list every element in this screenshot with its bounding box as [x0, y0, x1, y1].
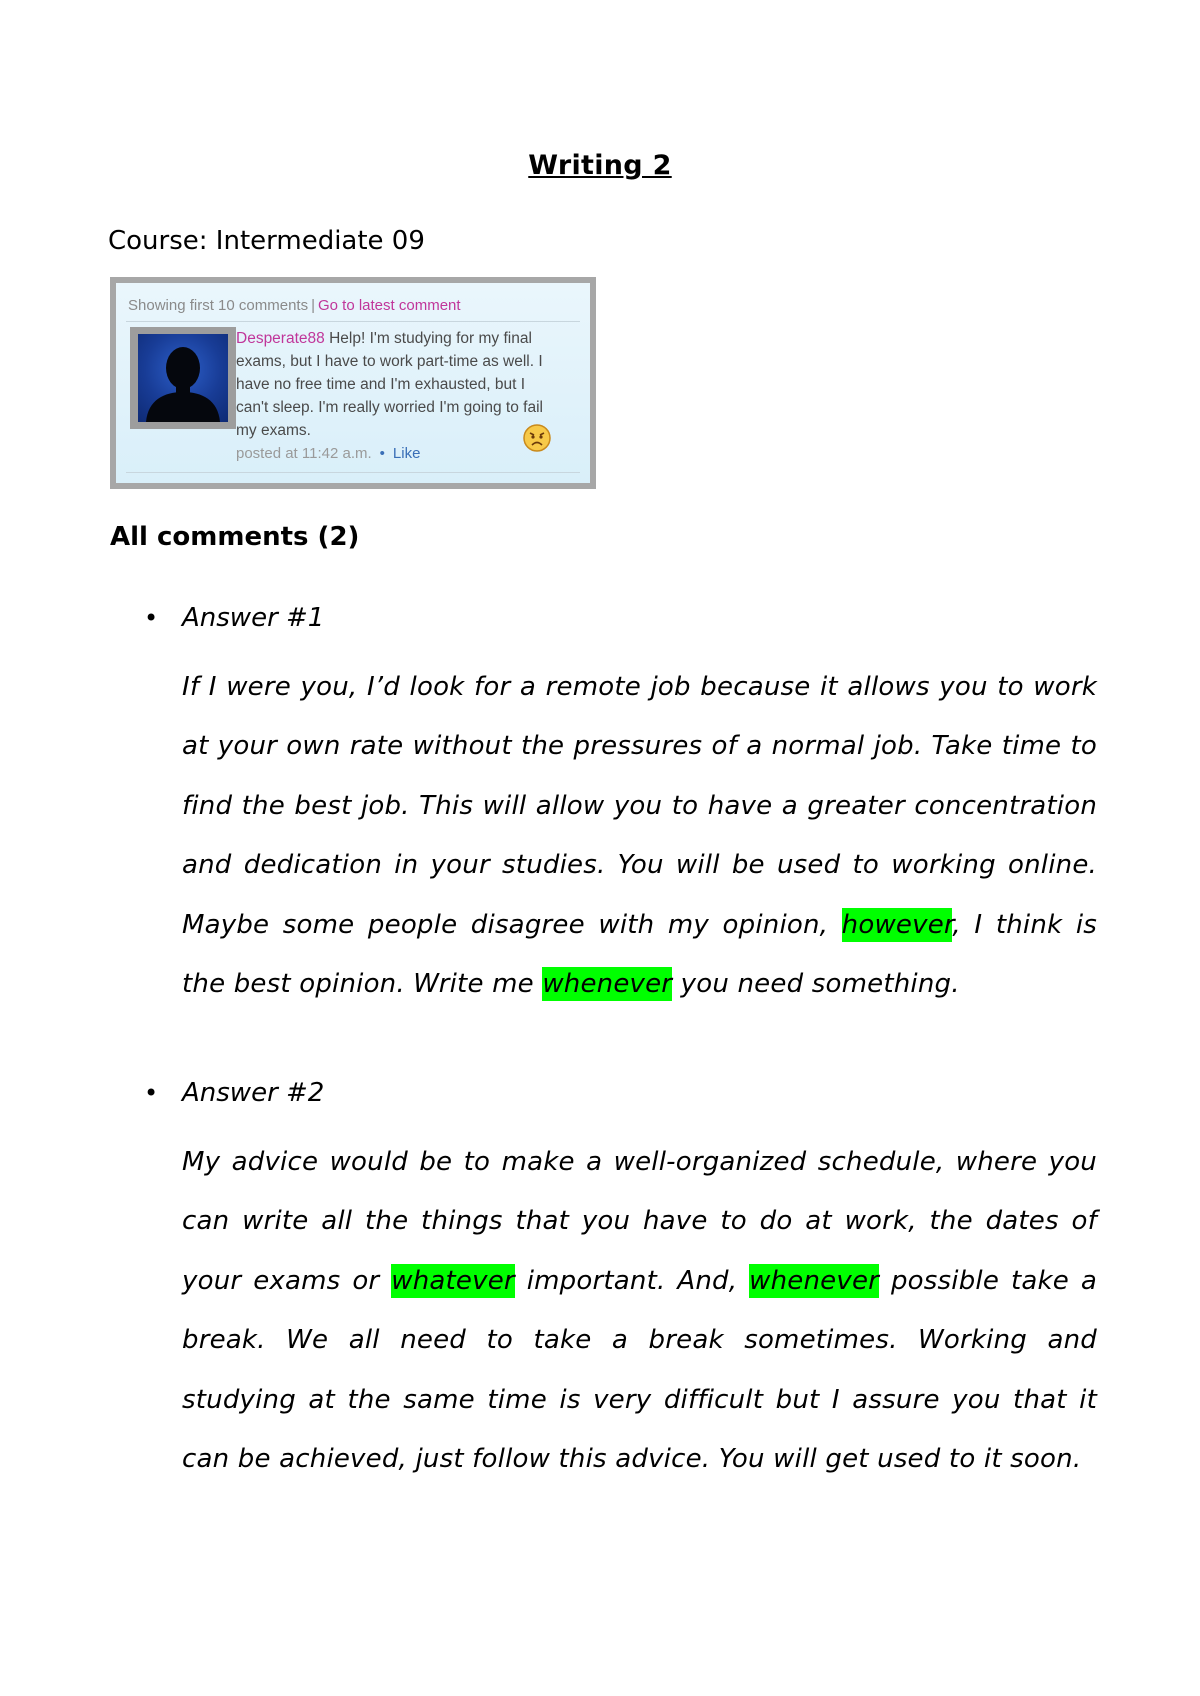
avatar	[130, 327, 236, 429]
forum-post-screenshot	[110, 277, 596, 489]
highlighted-word: whenever	[749, 1265, 880, 1296]
bullet: •	[144, 604, 159, 632]
post-meta	[236, 445, 420, 462]
highlighted-word: however	[841, 909, 953, 940]
post-message	[236, 327, 556, 442]
answer-body	[182, 1133, 1097, 1489]
answer-label: Answer #2	[182, 1078, 325, 1108]
answer-text: you need something.	[672, 969, 960, 1000]
course-label: Course: Intermediate 09	[108, 226, 425, 256]
answer-text: My advice would be to make a well-organized schedule, where you can write all the things that you have to do at work, the dates of your exams or	[182, 1147, 1097, 1296]
answer-item	[144, 1073, 1098, 1489]
answer-text: possible take a break. We all need to take a break sometimes. Working and studying at the same time is very difficult but I assure you that it can be achieved, just follow this advice. You will get used to it soon.	[182, 1265, 1098, 1475]
highlighted-word: whatever	[391, 1265, 515, 1296]
like-link[interactable]: Like	[392, 445, 421, 462]
document-title: Writing 2	[528, 150, 672, 181]
answer-text: important. And,	[514, 1265, 750, 1296]
answer-label: Answer #1	[182, 603, 325, 633]
footer-divider	[126, 472, 580, 473]
worried-face-emoji-icon	[522, 423, 552, 453]
answer-item	[144, 598, 1097, 1014]
silhouette-avatar-icon	[138, 334, 228, 422]
answer-body	[182, 658, 1097, 1014]
header-separator: |	[311, 297, 315, 314]
post-message-text: Help! I'm studying for my final exams, but I have to work part-time as well. I have no free time and I'm exhausted, but I can't sleep. I'm really worried I'm going to fail my exams.	[236, 330, 543, 439]
comments-heading: All comments (2)	[110, 522, 360, 552]
comments-count-text: Showing first 10 comments	[128, 297, 309, 314]
comments-header	[128, 297, 461, 314]
latest-comment-link[interactable]: Go to latest comment	[317, 297, 461, 314]
header-divider	[126, 321, 580, 322]
bullet: •	[144, 1079, 159, 1107]
answer-text: If I were you, I’d look for a remote job because it allows you to work at your own rate without the pressures of a normal job. Take time to find the best job. This will allow you to have a greater concentration and dedication in your studies. You will be used to working online. Maybe some people disagree with my opinion,	[182, 672, 1097, 940]
answer-text: , I think is the best opinion. Write me	[182, 909, 1097, 1000]
highlighted-word: whenever	[542, 969, 673, 1000]
post-username[interactable]: Desperate88	[236, 330, 325, 347]
post-timestamp: posted at 11:42 a.m.	[236, 445, 372, 462]
meta-dot: •	[379, 445, 385, 462]
